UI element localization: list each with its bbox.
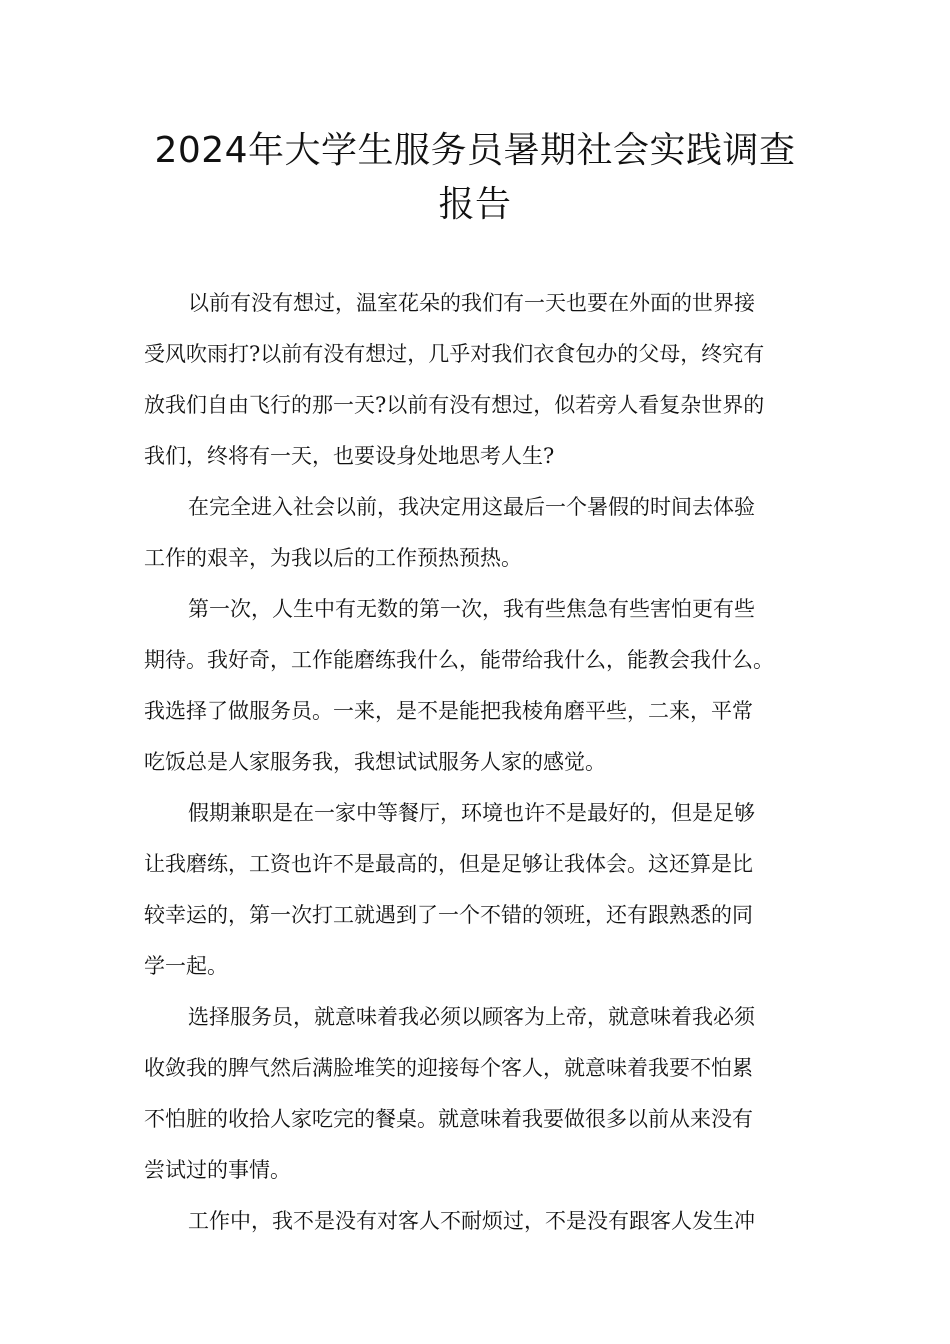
paragraph-1 [144, 278, 824, 482]
text-line: 让我磨练，工资也许不是最高的，但是足够让我体会。这还算是比 [144, 852, 753, 876]
paragraph-3 [144, 584, 824, 788]
text-line: 期待。我好奇，工作能磨练我什么，能带给我什么，能教会我什么。 [144, 648, 774, 672]
text-line: 受风吹雨打?以前有没有想过，几乎对我们衣食包办的父母，终究有 [144, 342, 765, 366]
text-line: 较幸运的，第一次打工就遇到了一个不错的领班，还有跟熟悉的同 [144, 903, 753, 927]
text-line: 放我们自由飞行的那一天?以前有没有想过，似若旁人看复杂世界的 [144, 393, 765, 417]
paragraph-4 [144, 788, 824, 992]
title-line-1: 2024年大学生服务员暑期社会实践调查 [154, 130, 796, 171]
paragraph-2 [144, 482, 824, 584]
text-line: 工作的艰辛，为我以后的工作预热预热。 [144, 546, 522, 570]
text-line: 我们，终将有一天，也要设身处地思考人生? [144, 444, 555, 468]
text-line: 我选择了做服务员。一来，是不是能把我棱角磨平些，二来，平常 [144, 699, 753, 723]
text-line: 学一起。 [144, 954, 228, 978]
document-body [144, 278, 824, 1247]
text-line: 不怕脏的收拾人家吃完的餐桌。就意味着我要做很多以前从来没有 [144, 1107, 753, 1131]
text-line: 收敛我的脾气然后满脸堆笑的迎接每个客人，就意味着我要不怕累 [144, 1056, 753, 1080]
text-line: 假期兼职是在一家中等餐厅，环境也许不是最好的，但是足够 [188, 801, 755, 825]
text-line: 以前有没有想过，温室花朵的我们有一天也要在外面的世界接 [188, 291, 755, 315]
paragraph-6 [144, 1196, 824, 1247]
title-line-2: 报告 [438, 184, 512, 225]
text-line: 工作中，我不是没有对客人不耐烦过，不是没有跟客人发生冲 [188, 1209, 755, 1233]
document-title [95, 124, 855, 232]
paragraph-5 [144, 992, 824, 1196]
text-line: 在完全进入社会以前，我决定用这最后一个暑假的时间去体验 [188, 495, 755, 519]
text-line: 尝试过的事情。 [144, 1158, 291, 1182]
text-line: 选择服务员，就意味着我必须以顾客为上帝，就意味着我必须 [188, 1005, 755, 1029]
text-line: 吃饭总是人家服务我，我想试试服务人家的感觉。 [144, 750, 606, 774]
text-line: 第一次，人生中有无数的第一次，我有些焦急有些害怕更有些 [188, 597, 755, 621]
